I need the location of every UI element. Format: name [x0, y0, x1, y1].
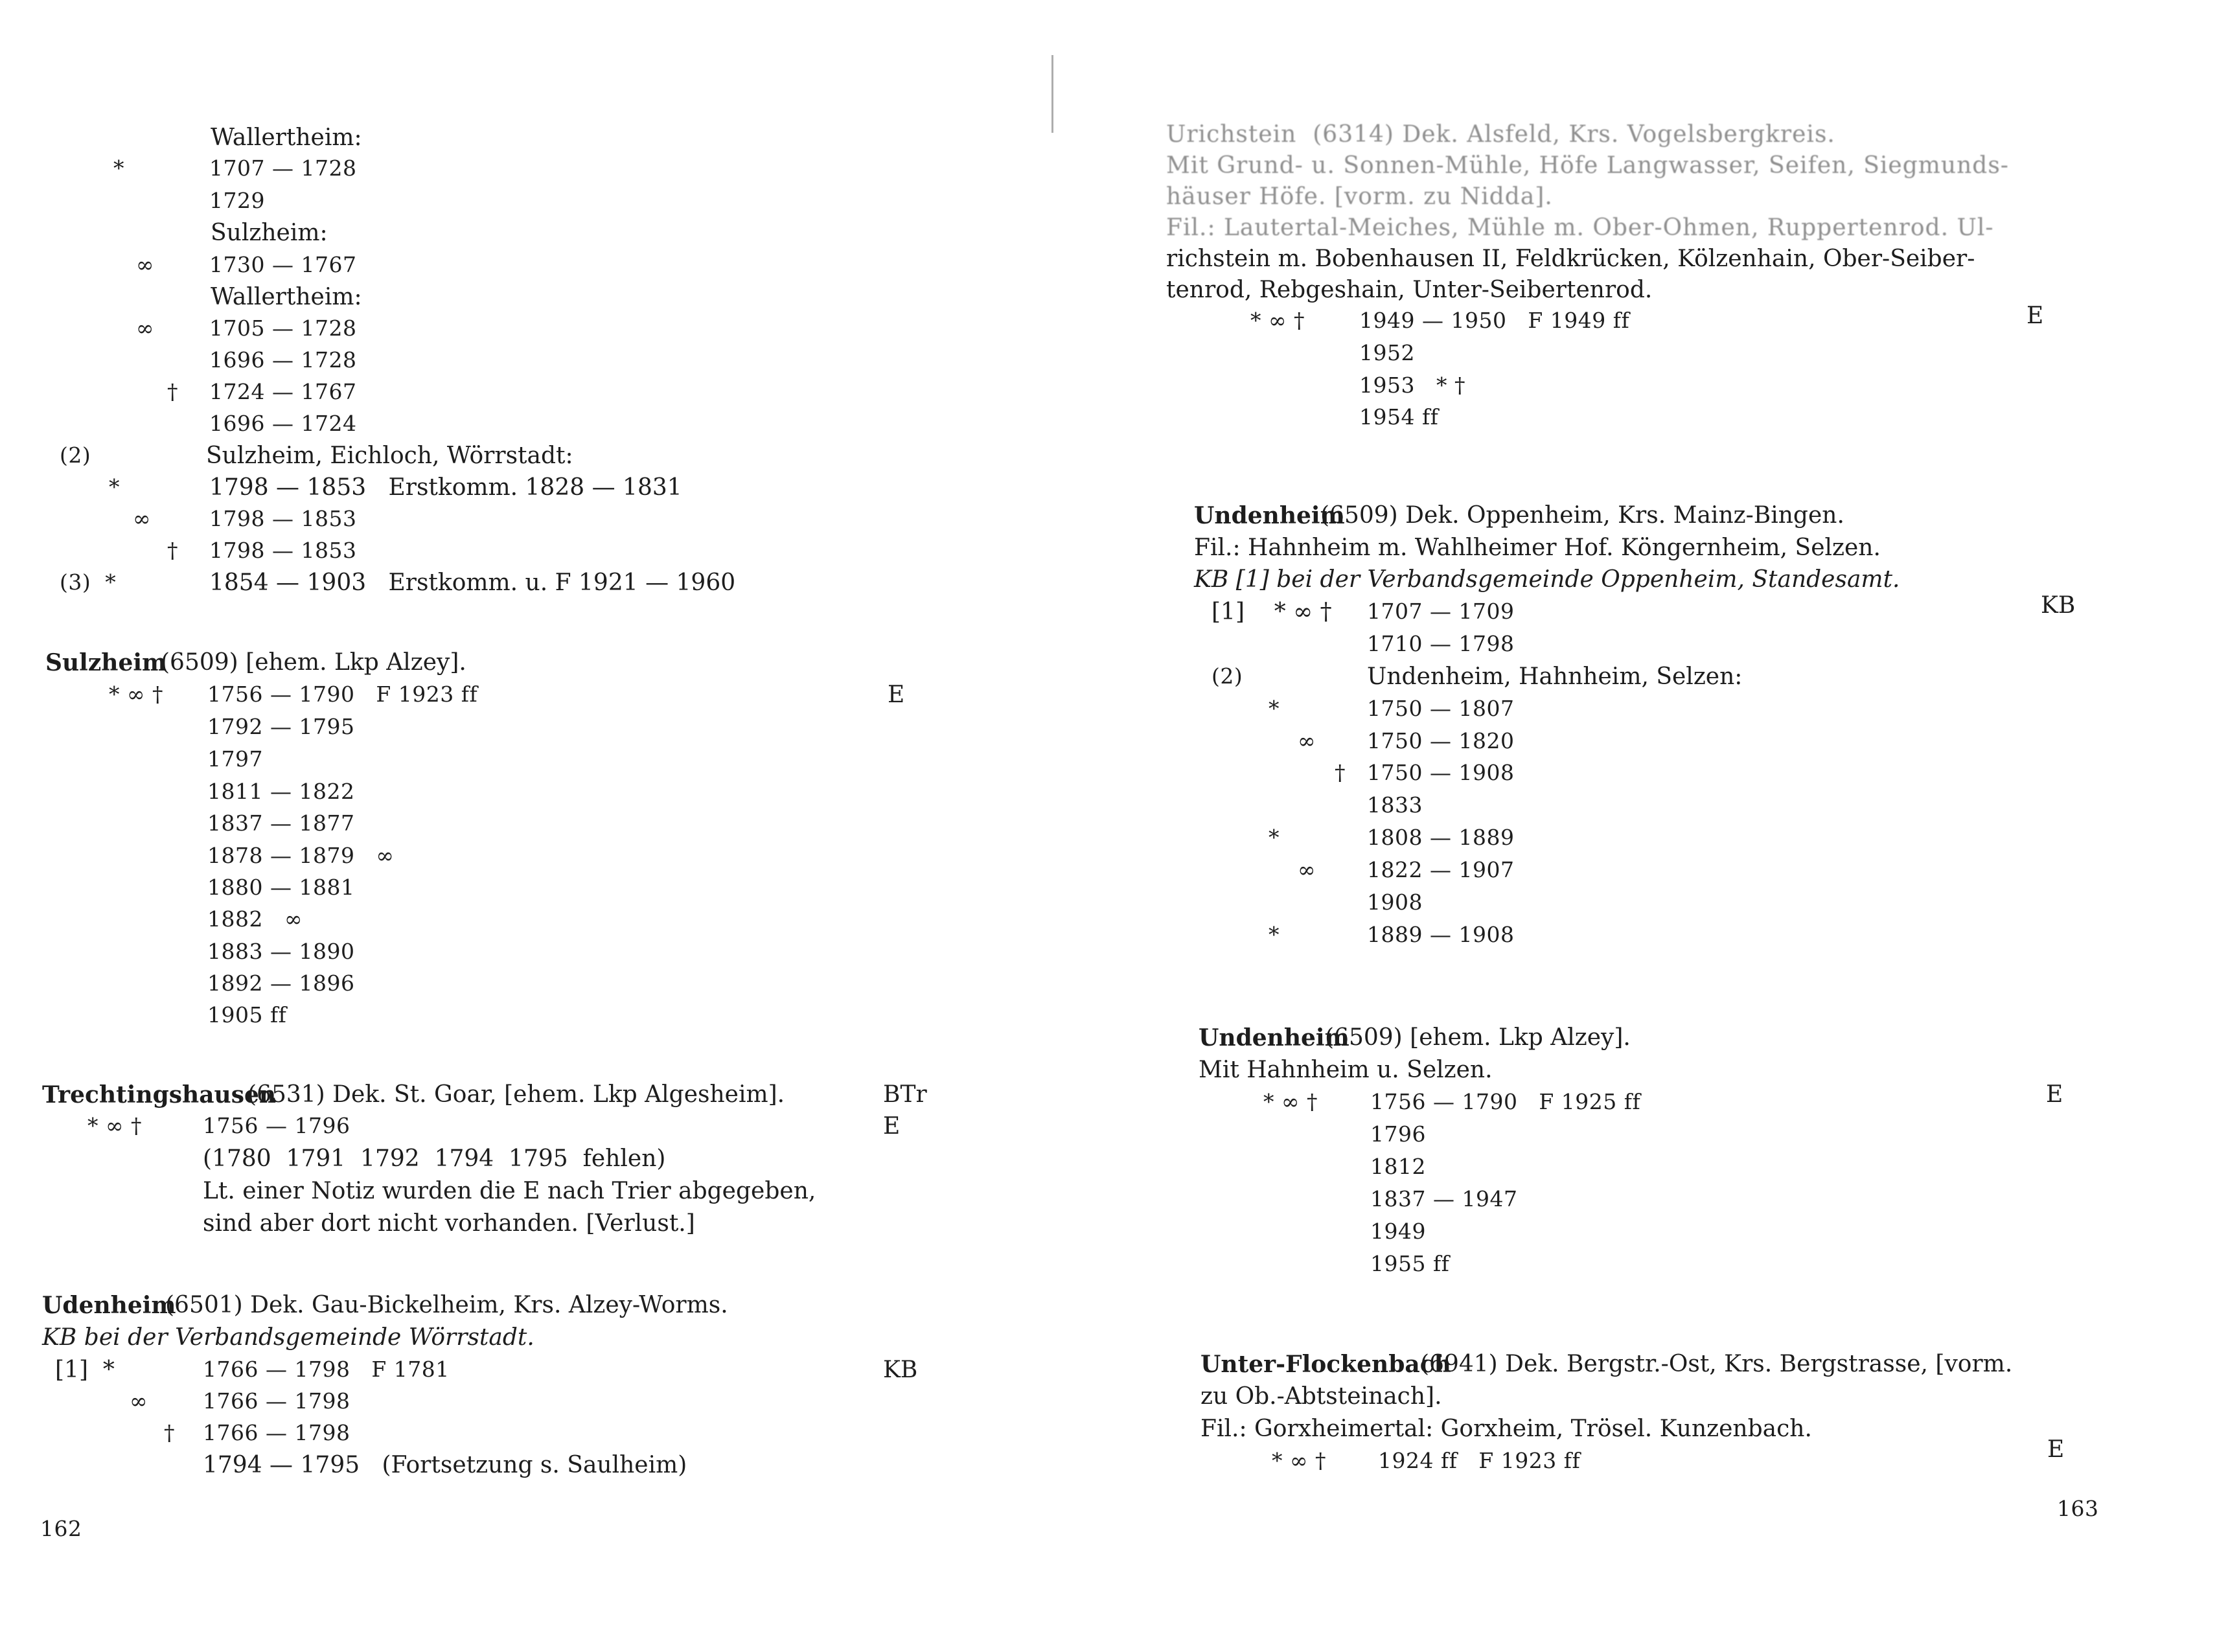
text-line: Mit Hahnheim u. Selzen.: [1199, 1057, 1493, 1083]
text-line: * ∞ †: [87, 1113, 142, 1138]
garbled-text-line: Fil.: Lautertal-Meiches, Mühle m. Ober-Ohmen, Ruppertenrod. Ul-: [1166, 214, 1994, 241]
text-line: (6501) Dek. Gau-Bickelheim, Krs. Alzey-Worms.: [165, 1292, 728, 1318]
text-line: zu Ob.-Abtsteinach].: [1200, 1383, 1442, 1410]
text-line: 1883 — 1890: [207, 939, 355, 964]
text-line: 1756 — 1796: [203, 1113, 350, 1138]
page-spine: [1051, 55, 1053, 133]
text-line: 1905 ff: [207, 1002, 287, 1027]
text-line: E: [2046, 1081, 2063, 1108]
text-line: 1797: [207, 746, 263, 772]
garbled-text-line: Urichstein (6314) Dek. Alsfeld, Krs. Vogelsbergkreis.: [1166, 121, 1835, 148]
left-page: [0, 0, 1062, 1652]
entry-heading: Sulzheim: [45, 649, 167, 676]
text-line: 1889 — 1908: [1367, 922, 1515, 947]
text-line: (3) *: [60, 569, 117, 595]
text-line: 1953 * †: [1359, 373, 1465, 398]
text-line: (2): [1211, 663, 1243, 689]
text-line: 1729: [209, 188, 265, 213]
text-line: 1837 — 1947: [1370, 1186, 1518, 1211]
text-line: ∞: [1298, 728, 1316, 753]
text-line: 1878 — 1879 ∞: [207, 843, 395, 868]
text-line: 1792 — 1795: [207, 714, 355, 739]
text-line: 162: [40, 1516, 82, 1541]
text-line: [1] *: [55, 1357, 115, 1383]
text-line: †: [164, 1420, 175, 1445]
text-line: 1696 — 1724: [209, 411, 357, 436]
text-line: E: [888, 682, 905, 708]
text-line: 1730 — 1767: [209, 252, 357, 277]
text-line: 1854 — 1903 Erstkomm. u. F 1921 — 1960: [209, 569, 736, 596]
text-line: (6509) Dek. Oppenheim, Krs. Mainz-Bingen.: [1320, 502, 1844, 529]
entry-heading: Trechtingshausen: [42, 1081, 277, 1108]
text-line: 1949: [1370, 1219, 1426, 1244]
text-line: (6509) [ehem. Lkp Alzey].: [161, 649, 466, 676]
text-line: 1756 — 1790 F 1923 ff: [207, 682, 478, 707]
text-line: *: [109, 474, 120, 499]
garbled-text-line: häuser Höfe. [vorm. zu Nidda].: [1166, 183, 1553, 210]
text-line: Sulzheim, Eichloch, Wörrstadt:: [206, 442, 573, 469]
text-line: 1892 — 1896: [207, 970, 355, 996]
text-line: Wallertheim:: [211, 124, 362, 151]
text-line: *: [1269, 696, 1280, 721]
right-page: [1062, 0, 2239, 1652]
text-line: 1705 — 1728: [209, 315, 357, 341]
text-line: E: [883, 1113, 901, 1140]
text-line: Fil.: Gorxheimertal: Gorxheim, Trösel. Kunzenbach.: [1200, 1416, 1812, 1442]
text-line: * ∞ †: [1250, 308, 1305, 333]
text-line: 1880 — 1881: [207, 875, 355, 900]
text-line: 1952: [1359, 340, 1415, 365]
text-line: 1696 — 1728: [209, 347, 357, 373]
text-line: *: [1269, 825, 1280, 850]
text-line: 1766 — 1798: [203, 1420, 350, 1445]
text-line: (1780 1791 1792 1794 1795 fehlen): [203, 1145, 666, 1172]
text-line: †: [167, 538, 178, 563]
text-line: *: [1269, 922, 1280, 947]
text-line: KB: [2041, 592, 2076, 619]
text-line: ∞: [136, 315, 154, 341]
text-line: 1794 — 1795 (Fortsetzung s. Saulheim): [203, 1452, 687, 1478]
text-line: 1808 — 1889: [1367, 825, 1515, 850]
text-line: * ∞ †: [1263, 1089, 1318, 1114]
text-line: sind aber dort nicht vorhanden. [Verlust.]: [203, 1210, 695, 1237]
text-line: 1724 — 1767: [209, 379, 357, 404]
text-line: KB bei der Verbandsgemeinde Wörrstadt.: [42, 1324, 534, 1351]
text-line: * ∞ †: [1272, 1448, 1326, 1473]
text-line: 1710 — 1798: [1367, 631, 1515, 656]
text-line: (6941) Dek. Bergstr.-Ost, Krs. Bergstrasse, [vorm.: [1420, 1351, 2013, 1377]
text-line: 1798 — 1853 Erstkomm. 1828 — 1831: [209, 474, 682, 501]
text-line: (6531) Dek. St. Goar, [ehem. Lkp Algesheim].: [247, 1081, 785, 1108]
text-line: Wallertheim:: [211, 284, 362, 310]
text-line: 1750 — 1807: [1367, 696, 1515, 721]
text-line: Fil.: Hahnheim m. Wahlheimer Hof. Köngernheim, Selzen.: [1194, 534, 1881, 561]
text-line: * ∞ †: [109, 682, 163, 707]
text-line: 1837 — 1877: [207, 810, 355, 836]
text-line: 1707 — 1709: [1367, 599, 1515, 624]
text-line: 1882 ∞: [207, 906, 303, 932]
text-line: ∞: [133, 506, 151, 531]
text-line: 1766 — 1798 F 1781: [203, 1357, 450, 1382]
text-line: 1796: [1370, 1121, 1426, 1147]
entry-heading: Undenheim: [1194, 502, 1345, 529]
text-line: 1798 — 1853: [209, 506, 357, 531]
text-line: KB: [883, 1357, 918, 1383]
text-line: 1798 — 1853: [209, 538, 357, 563]
text-line: BTr: [883, 1081, 927, 1108]
text-line: 1954 ff: [1359, 404, 1439, 430]
garbled-text-line: Mit Grund- u. Sonnen-Mühle, Höfe Langwasser, Seifen, Siegmunds-: [1166, 152, 2009, 179]
text-line: 1924 ff F 1923 ff: [1378, 1448, 1581, 1473]
text-line: tenrod, Rebgeshain, Unter-Seibertenrod.: [1166, 277, 1653, 303]
text-line: E: [2047, 1436, 2065, 1463]
text-line: 1833: [1367, 792, 1423, 818]
text-line: ∞: [130, 1388, 148, 1414]
text-line: 1812: [1370, 1154, 1426, 1179]
text-line: 1811 — 1822: [207, 779, 355, 804]
text-line: 1756 — 1790 F 1925 ff: [1370, 1089, 1641, 1114]
text-line: 1949 — 1950 F 1949 ff: [1359, 308, 1630, 333]
text-line: 1750 — 1908: [1367, 760, 1515, 785]
text-line: 1822 — 1907: [1367, 857, 1515, 882]
entry-heading: Udenheim: [42, 1292, 176, 1319]
text-line: 163: [2057, 1496, 2099, 1521]
text-line: ∞: [1298, 857, 1316, 882]
text-line: (2): [60, 442, 91, 468]
text-line: 1908: [1367, 889, 1423, 915]
text-line: richstein m. Bobenhausen II, Feldkrücken, Kölzenhain, Ober-Seiber-: [1166, 246, 1975, 272]
text-line: †: [1335, 760, 1346, 785]
text-line: Lt. einer Notiz wurden die E nach Trier abgegeben,: [203, 1178, 816, 1204]
text-line: 1707 — 1728: [209, 155, 357, 181]
text-line: [1] * ∞ †: [1211, 599, 1332, 625]
text-line: 1766 — 1798: [203, 1388, 350, 1414]
entry-heading: Undenheim: [1199, 1024, 1349, 1051]
text-line: *: [113, 155, 124, 181]
text-line: 1955 ff: [1370, 1251, 1450, 1276]
text-line: ∞: [136, 252, 154, 277]
text-line: (6509) [ehem. Lkp Alzey].: [1325, 1024, 1631, 1051]
text-line: KB [1] bei der Verbandsgemeinde Oppenheim, Standesamt.: [1194, 566, 1900, 593]
text-line: 1750 — 1820: [1367, 728, 1515, 753]
text-line: Undenheim, Hahnheim, Selzen:: [1367, 663, 1743, 690]
text-line: †: [167, 379, 178, 404]
text-line: Sulzheim:: [211, 220, 328, 246]
entry-heading: Unter-Flockenbach: [1200, 1351, 1451, 1378]
text-line: E: [2027, 303, 2044, 329]
